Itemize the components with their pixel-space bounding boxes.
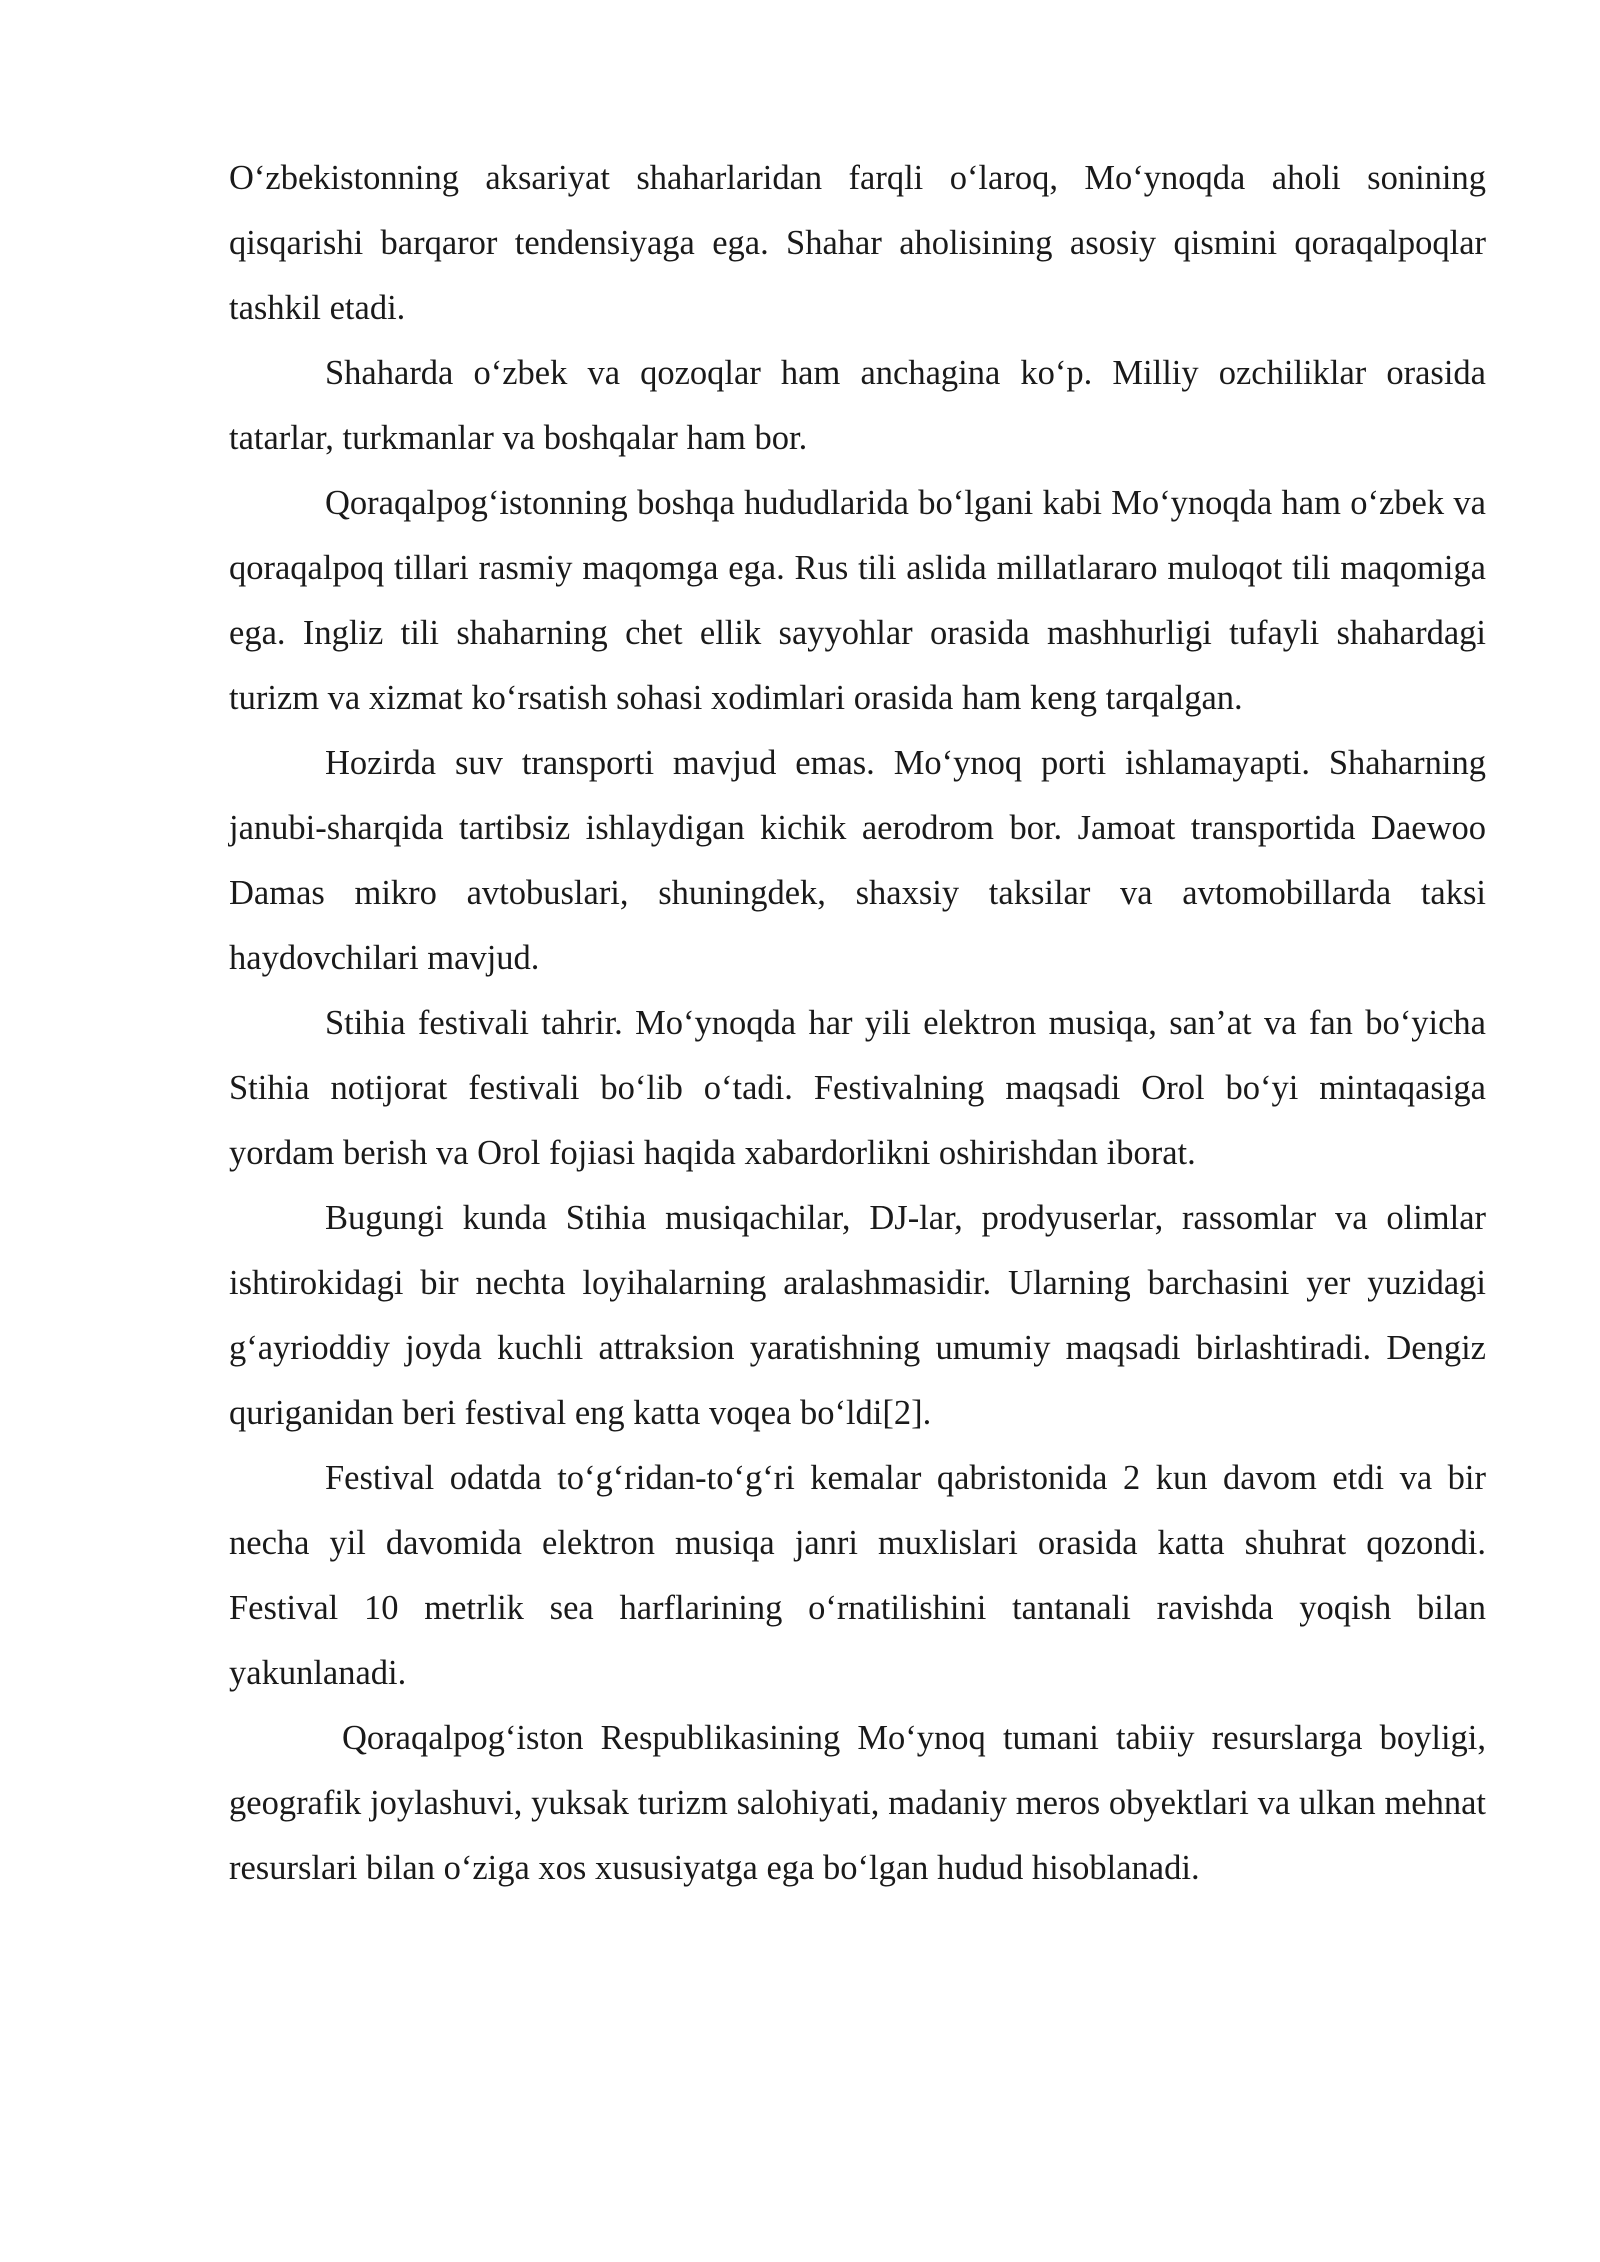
paragraph-6: Bugungi kunda Stihia musiqachilar, DJ-lar, prodyuserlar, rassomlar va olimlar ishtirokidagi bir nechta loyihalarning aralashmasidir. Ularning barchasini yer yuzidagi g‘ayrioddiy joyda kuchli attraksion yaratishning umumiy maqsadi birlashtiradi. Dengiz quriganidan beri festival eng katta voqea bo‘ldi[2]. [229,1199,1486,1432]
paragraph-8: Qoraqalpog‘iston Respublikasining Mo‘ynoq tumani tabiiy resurslarga boyligi, geografik joylashuvi, yuksak turizm salohiyati, madaniy meros obyektlari va ulkan mehnat resurslari bilan o‘ziga xos xususiyatga ega bo‘lgan hudud hisoblanadi. [229,1719,1486,1887]
paragraph-2: Shaharda o‘zbek va qozoqlar ham anchagina ko‘p. Milliy ozchiliklar orasida tatarlar, turkmanlar va boshqalar ham bor. [229,354,1486,457]
paragraph-3: Qoraqalpog‘istonning boshqa hududlarida bo‘lgani kabi Mo‘ynoqda ham o‘zbek va qoraqalpoq tillari rasmiy maqomga ega. Rus tili aslida millatlararo muloqot tili maqomiga ega. Ingliz tili shaharning chet ellik sayyohlar orasida mashhurligi tufayli shahardagi turizm va xizmat ko‘rsatish sohasi xodimlari orasida ham keng tarqalgan. [229,484,1486,717]
paragraph-7: Festival odatda to‘g‘ridan-to‘g‘ri kemalar qabristonida 2 kun davom etdi va bir necha yil davomida elektron musiqa janri muxlislari orasida katta shuhrat qozondi. Festival 10 metrlik sea harflarining o‘rnatilishini tantanali ravishda yoqish bilan yakunlanadi. [229,1459,1486,1692]
paragraph-5: Stihia festivali tahrir. Mo‘ynoqda har yili elektron musiqa, san’at va fan bo‘yicha Stihia notijorat festivali bo‘lib o‘tadi. Festivalning maqsadi Orol bo‘yi mintaqasiga yordam berish va Orol fojiasi haqida xabardorlikni oshirishdan iborat. [229,1004,1486,1172]
paragraph-1: O‘zbekistonning aksariyat shaharlaridan farqli o‘laroq, Mo‘ynoqda aholi sonining qisqarishi barqaror tendensiyaga ega. Shahar aholisining asosiy qismini qoraqalpoqlar tashkil etadi. [229,159,1486,327]
document-body [229,146,1486,1901]
paragraph-4: Hozirda suv transporti mavjud emas. Mo‘ynoq porti ishlamayapti. Shaharning janubi-sharqida tartibsiz ishlaydigan kichik aerodrom bor. Jamoat transportida Daewoo Damas mikro avtobuslari, shuningdek, shaxsiy taksilar va avtomobillarda taksi haydovchilari mavjud. [229,744,1486,977]
